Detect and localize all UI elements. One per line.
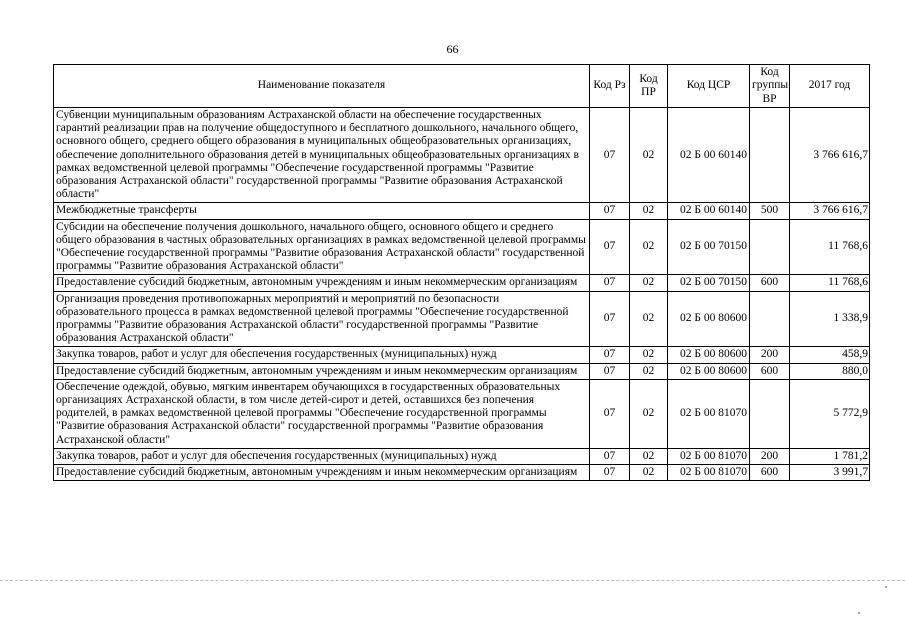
cell-csr: 02 Б 00 70150 — [668, 219, 750, 275]
cell-pr: 02 — [630, 347, 668, 363]
cell-amount: 3 766 616,7 — [790, 108, 870, 203]
cell-amount: 3 991,7 — [790, 465, 870, 481]
table-row — [54, 379, 870, 448]
cell-vr: 600 — [750, 465, 790, 481]
cell-amount: 3 766 616,7 — [790, 203, 870, 219]
cell-vr: 500 — [750, 203, 790, 219]
cell-pr: 02 — [630, 108, 668, 203]
cell-name: Организация проведения противопожарных мероприятий и мероприятий по безопасности образовательного процесса в рамках ведомственной целевой программы "Обеспечение государственной программы "Развитие образования Астраханской области" государственной программы "Развитие образования Астраханской области" — [54, 291, 590, 347]
cell-name: Субвенции муниципальным образованиям Астраханской области на обеспечение государственных гарантий реализации прав на получение общедоступного и бесплатного дошкольного, начального общего, основного общего, среднего общего образования в муниципальных общеобразовательных организациях, обеспечение дополнительного образования детей в муниципальных общеобразовательных организациях в рамках ведомственной целевой программы "Обеспечение государственной программы "Развитие образования Астраханской области" государственной программы "Развитие образования Астраханской области" — [54, 108, 590, 203]
cell-vr: 600 — [750, 363, 790, 379]
cell-rz: 07 — [590, 219, 630, 275]
cell-pr: 02 — [630, 448, 668, 464]
cell-rz: 07 — [590, 275, 630, 291]
page-number: 66 — [446, 42, 459, 56]
cell-rz: 07 — [590, 291, 630, 347]
cell-amount: 880,0 — [790, 363, 870, 379]
cell-amount: 11 768,6 — [790, 275, 870, 291]
cell-name: Предоставление субсидий бюджетным, автономным учреждениям и иным некоммерческим организациям — [54, 363, 590, 379]
table-row — [54, 448, 870, 464]
cell-amount: 5 772,9 — [790, 379, 870, 448]
cell-csr: 02 Б 00 80600 — [668, 363, 750, 379]
cell-rz: 07 — [590, 448, 630, 464]
cell-csr: 02 Б 00 81070 — [668, 448, 750, 464]
cell-pr: 02 — [630, 465, 668, 481]
cell-vr — [750, 219, 790, 275]
cell-csr: 02 Б 00 60140 — [668, 108, 750, 203]
table-row — [54, 363, 870, 379]
cell-amount: 458,9 — [790, 347, 870, 363]
cell-pr: 02 — [630, 291, 668, 347]
cell-csr: 02 Б 00 80600 — [668, 291, 750, 347]
cell-pr: 02 — [630, 363, 668, 379]
table-row — [54, 291, 870, 347]
table-header-row — [54, 65, 870, 108]
scan-speck — [858, 612, 860, 614]
cell-name: Предоставление субсидий бюджетным, автономным учреждениям и иным некоммерческим организациям — [54, 465, 590, 481]
cell-vr: 600 — [750, 275, 790, 291]
cell-amount: 1 338,9 — [790, 291, 870, 347]
table-row — [54, 203, 870, 219]
cell-pr: 02 — [630, 379, 668, 448]
cell-vr — [750, 291, 790, 347]
cell-vr — [750, 108, 790, 203]
table-row — [54, 465, 870, 481]
cell-csr: 02 Б 00 81070 — [668, 465, 750, 481]
scan-artifact-line — [0, 580, 905, 581]
cell-vr — [750, 379, 790, 448]
cell-name: Закупка товаров, работ и услуг для обеспечения государственных (муниципальных) нужд — [54, 448, 590, 464]
table-row — [54, 108, 870, 203]
cell-rz: 07 — [590, 465, 630, 481]
budget-table — [53, 64, 870, 481]
cell-name: Субсидии на обеспечение получения дошкольного, начального общего, основного общего и среднего общего образования в частных образовательных организациях в рамках ведомственной целевой программы "Обеспечение государственной программы "Развитие образования Астраханской области" государственной программы "Развитие образования Астраханской области" — [54, 219, 590, 275]
header-name: Наименование показателя — [54, 65, 590, 108]
cell-csr: 02 Б 00 81070 — [668, 379, 750, 448]
header-csr: Код ЦСР — [668, 65, 750, 108]
cell-name: Обеспечение одеждой, обувью, мягким инвентарем обучающихся в государственных образовательных организациях Астраханской области, в том числе детей-сирот и детей, оставшихся без попечения родителей, в рамках ведомственной целевой программы "Обеспечение государственной программы "Развитие образования Астраханской области" государственной программы "Развитие образования Астраханской области" — [54, 379, 590, 448]
cell-rz: 07 — [590, 347, 630, 363]
cell-rz: 07 — [590, 203, 630, 219]
cell-pr: 02 — [630, 203, 668, 219]
cell-csr: 02 Б 00 60140 — [668, 203, 750, 219]
cell-rz: 07 — [590, 379, 630, 448]
cell-vr: 200 — [750, 448, 790, 464]
scan-speck — [885, 586, 887, 588]
table-row — [54, 219, 870, 275]
cell-amount: 11 768,6 — [790, 219, 870, 275]
header-pr: Код ПР — [630, 65, 668, 108]
table-row — [54, 347, 870, 363]
cell-rz: 07 — [590, 108, 630, 203]
cell-rz: 07 — [590, 363, 630, 379]
cell-amount: 1 781,2 — [790, 448, 870, 464]
cell-csr: 02 Б 00 80600 — [668, 347, 750, 363]
cell-csr: 02 Б 00 70150 — [668, 275, 750, 291]
header-year: 2017 год — [790, 65, 870, 108]
cell-pr: 02 — [630, 275, 668, 291]
cell-name: Закупка товаров, работ и услуг для обеспечения государственных (муниципальных) нужд — [54, 347, 590, 363]
header-rz: Код Рз — [590, 65, 630, 108]
cell-vr: 200 — [750, 347, 790, 363]
table-row — [54, 275, 870, 291]
header-vr: Код группы ВР — [750, 65, 790, 108]
cell-pr: 02 — [630, 219, 668, 275]
cell-name: Предоставление субсидий бюджетным, автономным учреждениям и иным некоммерческим организациям — [54, 275, 590, 291]
cell-name: Межбюджетные трансферты — [54, 203, 590, 219]
